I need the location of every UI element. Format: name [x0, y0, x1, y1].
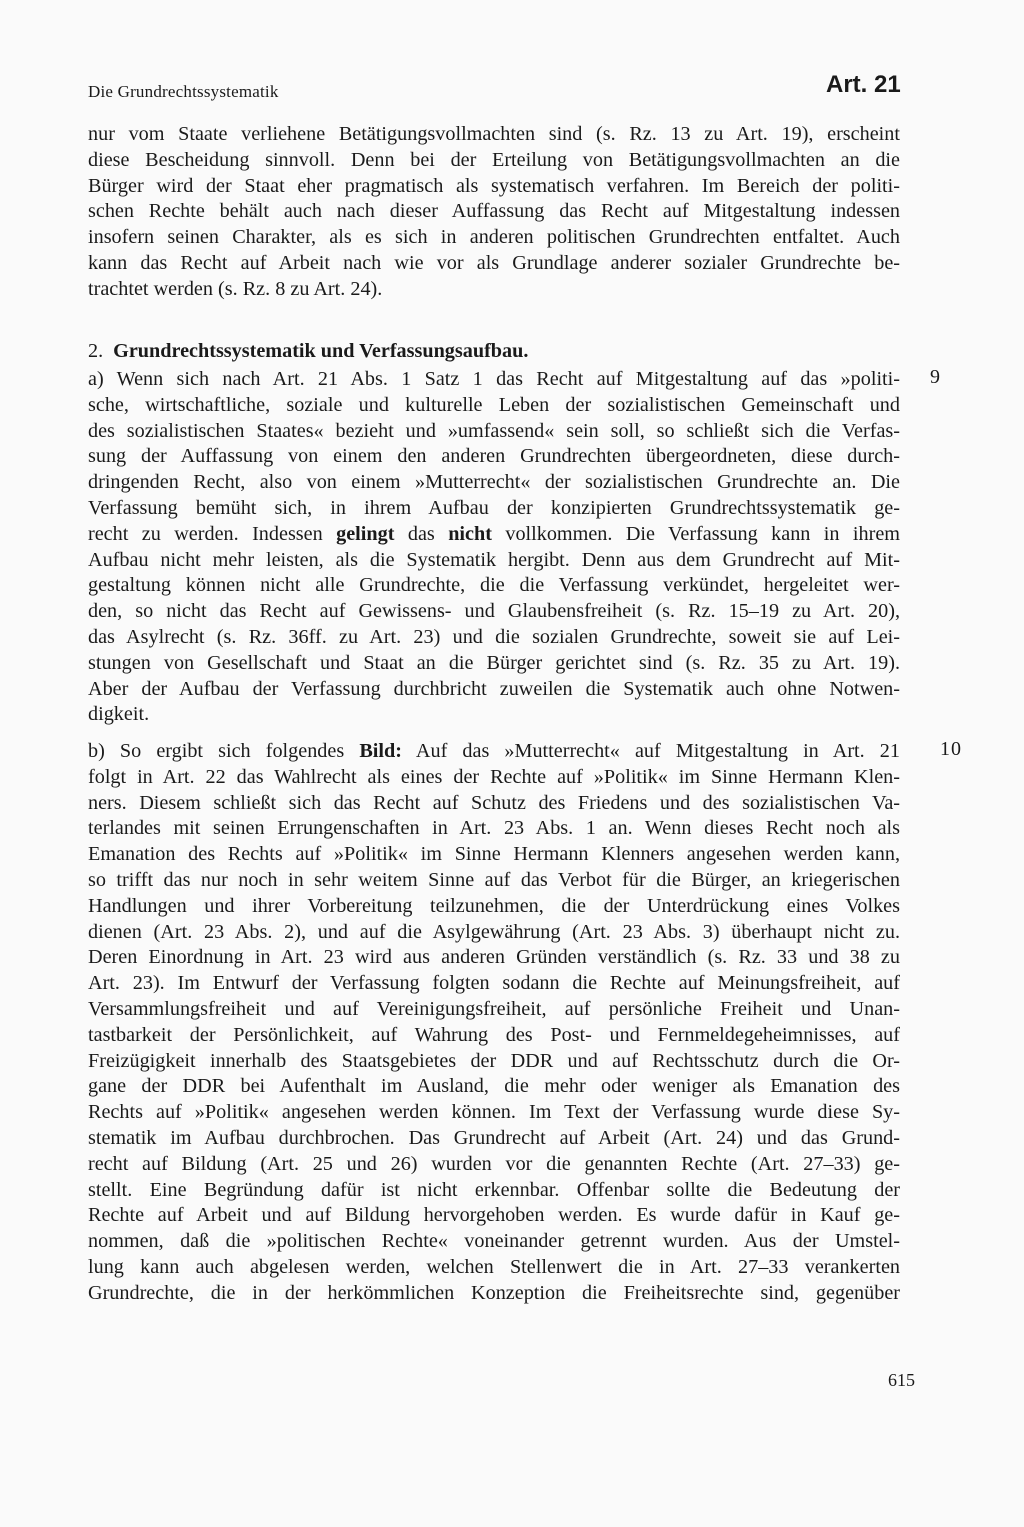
text-line: Handlungen und ihrer Vorbereitung teilzunehmen, die der Unterdrückung eines Volkes	[88, 894, 900, 917]
text-line: folgt in Art. 22 das Wahlrecht als eines der Rechte auf »Politik« im Sinne Hermann Klen-	[88, 765, 900, 788]
text-line: recht auf Bildung (Art. 25 und 26) wurden vor die genannten Rechte (Art. 27–33) ge-	[88, 1152, 900, 1175]
text-line: Versammlungsfreiheit und auf Vereinigungsfreiheit, auf persönliche Freiheit und Unan-	[88, 997, 900, 1020]
text-line: Rechts auf »Politik« angesehen werden können. Im Text der Verfassung wurde diese Sy-	[88, 1101, 900, 1124]
text-line: Rechte auf Arbeit und auf Bildung hervorgehoben werden. Es wurde dafür in Kauf ge-	[88, 1204, 900, 1227]
text-fragment: Auf das »Mutterrecht« auf Mitgestaltung in Art. 21	[401, 740, 900, 762]
bold-word: nicht	[448, 522, 492, 545]
margin-number-9: 9	[930, 366, 941, 388]
text-fragment: vollkommen. Die Verfassung kann in ihrem	[491, 522, 900, 545]
text-line: Deren Einordnung in Art. 23 wird aus anderen Gründen verständlich (s. Rz. 33 und 38 zu	[88, 946, 900, 969]
text-line	[88, 739, 900, 765]
text-line: dringenden Recht, also von einem »Mutterrecht« der sozialistischen Grundrechte an. Die	[88, 471, 900, 494]
text-line: Aufbau nicht mehr leisten, als die Systematik hergibt. Denn aus dem Grundrecht auf Mit-	[88, 548, 900, 571]
running-head: Die Grundrechtssystematik	[88, 82, 279, 101]
text-line: das Asylrecht (s. Rz. 36ff. zu Art. 23) und die sozialen Grundrechte, soweit sie auf Lei-	[88, 625, 900, 648]
section-title: Grundrechtssystematik und Verfassungsaufbau.	[113, 340, 529, 362]
text-line	[88, 522, 900, 548]
text-line: stematik im Aufbau durchbrochen. Das Grundrecht auf Arbeit (Art. 24) und das Grund-	[88, 1126, 900, 1149]
section-number: 2.	[88, 340, 104, 362]
text-line: stellt. Eine Begründung dafür ist nicht erkennbar. Offenbar sollte die Bedeutung der	[88, 1178, 900, 1201]
text-line: nommen, daß die »politischen Rechte« voneinander getrennt wurden. Aus der Umstel-	[88, 1230, 900, 1253]
margin-number-10: 10	[940, 738, 962, 760]
text-line: terlandes mit seinen Errungenschaften in Art. 23 Abs. 1 an. Wenn dieses Recht noch als	[88, 817, 900, 840]
text-line: diese Bescheidung sinnvoll. Denn bei der Erteilung von Betätigungsvollmachten an die	[88, 148, 900, 171]
bold-word: gelingt	[336, 522, 395, 545]
text-line: Art. 23). Im Entwurf der Verfassung folgten sodann die Rechte auf Meinungsfreiheit, auf	[88, 972, 900, 995]
text-fragment: b) So ergibt sich folgendes	[88, 740, 360, 762]
text-line: Aber der Aufbau der Verfassung durchbricht zuweilen die Systematik auch ohne Notwen-	[88, 677, 900, 700]
bold-word: Bild:	[359, 740, 402, 762]
text-line: a) Wenn sich nach Art. 21 Abs. 1 Satz 1 das Recht auf Mitgestaltung auf das »politi-	[88, 368, 900, 390]
text-line: digkeit.	[88, 703, 150, 726]
text-line: dienen (Art. 23 Abs. 2), und auf die Asylgewährung (Art. 23 Abs. 3) überhaupt nicht zu.	[88, 920, 900, 943]
text-line: lung kann auch abgelesen werden, welchen Stellenwert die in Art. 27–33 verankerten	[88, 1255, 900, 1278]
text-line: Freizügigkeit innerhalb des Staatsgebietes der DDR und auf Rechtsschutz durch die Or-	[88, 1049, 900, 1072]
text-line: sche, wirtschaftliche, soziale und kulturelle Leben der sozialistischen Gemeinschaft und	[88, 393, 900, 416]
text-line: ners. Diesem schließt sich das Recht auf Schutz des Friedens und des sozialistischen Va-	[88, 791, 900, 814]
page-number: 615	[888, 1370, 915, 1390]
text-fragment: recht zu werden. Indessen	[88, 522, 323, 545]
section-heading	[88, 340, 528, 363]
text-line: Bürger wird der Staat eher pragmatisch als systematisch verfahren. Im Bereich der politi-	[88, 174, 900, 197]
text-line: Emanation des Rechts auf »Politik« im Sinne Hermann Klenners angesehen werden kann,	[88, 843, 900, 866]
text-line: stungen von Gesellschaft und Staat an die Bürger gerichtet sind (s. Rz. 35 zu Art. 19).	[88, 651, 900, 674]
text-line: gestaltung können nicht alle Grundrechte, die die Verfassung verkündet, hergeleitet wer-	[88, 574, 900, 597]
text-line: so trifft das nur noch in sehr weitem Sinne auf das Verbot für die Bürger, an kriegerischen	[88, 868, 900, 891]
text-line: kann das Recht auf Arbeit nach wie vor als Grundlage anderer sozialer Grundrechte be-	[88, 251, 900, 274]
paragraph-a	[88, 367, 900, 728]
text-line: tastbarkeit der Persönlichkeit, auf Wahrung des Post- und Fernmeldegeheimnisses, auf	[88, 1023, 900, 1046]
text-line: gane der DDR bei Aufenthalt im Ausland, die mehr oder weniger als Emanation des	[88, 1075, 900, 1098]
text-line: trachtet werden (s. Rz. 8 zu Art. 24).	[88, 277, 383, 300]
text-line: des sozialistischen Staates« bezieht und »umfassend« sein soll, so schließt sich die Verfas-	[88, 419, 900, 442]
paragraph-b	[88, 739, 900, 1307]
text-line: Verfassung bemüht sich, in ihrem Aufbau der konzipierten Grundrechtssystematik ge-	[88, 496, 900, 519]
text-line: insofern seinen Charakter, als es sich in anderen politischen Grundrechten entfaltet. Auch	[88, 226, 900, 249]
text-line: nur vom Staate verliehene Betätigungsvollmachten sind (s. Rz. 13 zu Art. 19), erscheint	[88, 123, 900, 145]
text-fragment: das	[394, 522, 449, 545]
text-line: Grundrechte, die in der herkömmlichen Konzeption die Freiheitsrechte sind, gegenüber	[88, 1281, 900, 1304]
article-label: Art. 21	[826, 71, 901, 98]
text-line: schen Rechte behält auch nach dieser Auffassung das Recht auf Mitgestaltung indessen	[88, 200, 900, 223]
text-line: den, so nicht das Recht auf Gewissens- und Glaubensfreiheit (s. Rz. 15–19 zu Art. 20),	[88, 600, 900, 623]
intro-paragraph	[88, 122, 900, 303]
text-line: sung der Auffassung von einem den anderen Grundrechten übergeordneten, diese durch-	[88, 445, 900, 468]
